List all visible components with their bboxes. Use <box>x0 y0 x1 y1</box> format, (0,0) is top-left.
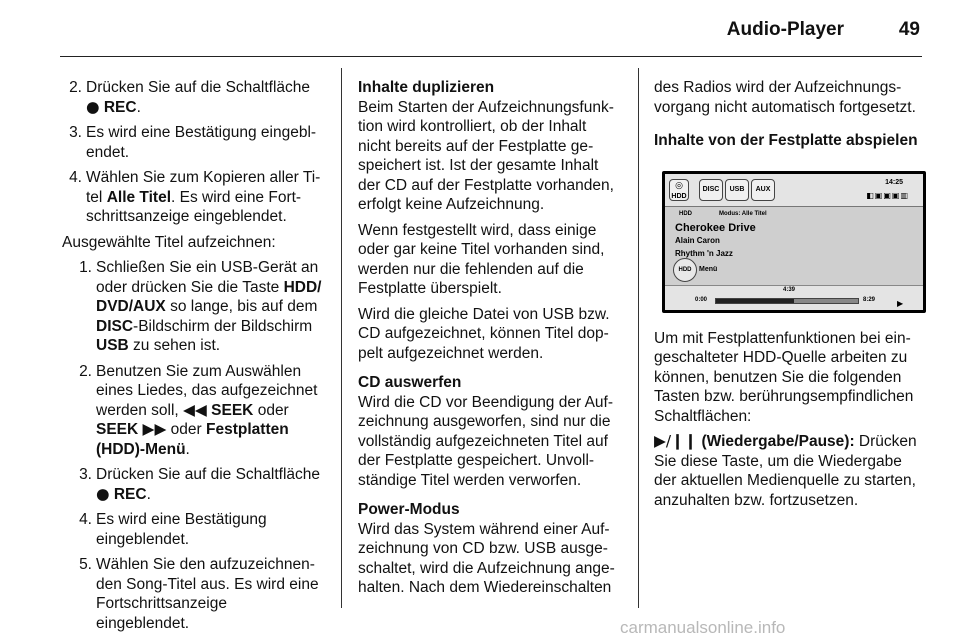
mode-label: Modus: Alle Titel <box>719 210 767 217</box>
section-heading: Inhalte duplizieren <box>358 79 495 96</box>
column-2 <box>358 78 622 604</box>
track-title: Cherokee Drive <box>675 221 756 234</box>
list-item: 3. Es wird eine Bestätigung eingeblendet. <box>69 124 317 161</box>
step-list-a <box>62 78 324 227</box>
usb-source-button[interactable]: USB <box>725 179 749 201</box>
paragraph: Beim Starten der Aufzeichnungsfunktion wird kontrolliert, ob der Inhalt nicht bereits auf der Festplatte gespeichert ist. Ist der gesamte Inhalt der CD auf der Festplatte vorhanden, erfolgt keine Aufzeichnung. <box>358 98 614 213</box>
disc-icon: ◎ <box>675 180 683 191</box>
watermark: carmanualsonline.info <box>620 618 786 637</box>
progress-area <box>665 285 923 310</box>
status-icons: ◧▣▣▣▥ <box>866 190 909 200</box>
seek-forward-icon: ▶▶ <box>142 420 167 438</box>
album-name: Rhythm 'n Jazz <box>675 248 733 258</box>
play-pause-icon: ▶/❙❙ <box>654 432 698 450</box>
paragraph: Um mit Festplattenfunktionen bei eingeschalteter HDD-Quelle arbeiten zu können, benutzen Sie die folgenden Tasten bzw. berührungsempfindlichen Schaltflächen: <box>654 329 914 425</box>
column-3 <box>654 78 922 516</box>
screen-toolbar <box>665 174 923 207</box>
position-marker: 4:39 <box>783 286 796 293</box>
paragraph: Wird die CD vor Beendigung der Aufzeichnung ausgeworfen, sind nur die vollständig aufgezeichneten Titel auf der Festplatte gespeichert. Unvollständige Titel werden verworfen. <box>358 393 614 489</box>
section-heading: Inhalte von der Festplatte abspielen <box>654 132 918 149</box>
aux-source-button[interactable]: AUX <box>751 179 775 201</box>
clock: 14:25 <box>885 178 903 186</box>
column-divider <box>341 68 342 608</box>
section-heading: Power-Modus <box>358 501 460 518</box>
record-icon: ● <box>96 484 110 503</box>
list-item: 4. Wählen Sie zum Kopieren aller Titel Alle Titel. Es wird eine Fortschrittsanzeige eingeblendet. <box>69 169 321 225</box>
page-number: 49 <box>898 19 920 40</box>
paragraph: ▶/❙❙ (Wiedergabe/Pause): Drücken Sie diese Taste, um die Wiedergabe der aktuellen Medienquelle zu starten, anzuhalten bzw. fortzusetzen. <box>654 432 917 509</box>
hdd-player-screen <box>662 171 926 313</box>
disc-source-button[interactable]: DISC <box>699 179 723 201</box>
play-icon[interactable]: ▶ <box>897 298 904 308</box>
progress-fill <box>716 299 794 303</box>
list-item: 5. Wählen Sie den aufzuzeichnenden Song-Titel aus. Es wird eine Fortschrittsanzeige eingeblendet. <box>79 556 319 632</box>
progress-bar[interactable] <box>715 298 859 304</box>
paragraph: Wird die gleiche Datei von USB bzw. CD aufgezeichnet, können Titel doppelt aufgezeichnet werden. <box>358 305 610 362</box>
source-label: HDD <box>679 210 692 217</box>
menu-label: Menü <box>699 265 718 273</box>
list-item: 2. Drücken Sie auf die Schaltfläche ● REC. <box>69 79 311 116</box>
section-heading: CD auswerfen <box>358 374 462 391</box>
list-item: 4. Es wird eine Bestätigung eingeblendet. <box>79 511 267 548</box>
list-item: 2. Benutzen Sie zum Auswählen eines Liedes, das aufgezeichnet werden soll, ◀◀ SEEK oder SEEK ▶▶ oder Festplatten (HDD)-Menü. <box>79 362 318 458</box>
step-list-b <box>62 258 324 633</box>
subheading: Ausgewählte Titel aufzeichnen: <box>62 233 276 251</box>
paragraph: Wird das System während einer Aufzeichnung von CD bzw. USB ausgeschaltet, wird die Aufzeichnung angehalten. Nach dem Wiedereinschalten <box>358 520 615 596</box>
page-header <box>60 0 922 57</box>
elapsed-time: 0:00 <box>695 296 708 303</box>
column-divider <box>638 68 639 608</box>
page-title: Audio-Player <box>726 19 844 40</box>
record-icon: ● <box>86 97 100 116</box>
paragraph: Wenn festgestellt wird, dass einige oder gar keine Titel vorhanden sind, werden nur die fehlenden auf die Festplatte überspielt. <box>358 221 605 297</box>
list-item: 1. Schließen Sie ein USB-Gerät an oder drücken Sie die Taste HDD/ DVD/AUX so lange, bis auf dem DISC-Bildschirm der Bildschirm USB zu sehen ist. <box>79 259 322 354</box>
hdd-menu-button[interactable]: HDD <box>673 258 697 282</box>
seek-back-icon: ◀◀ <box>183 400 207 419</box>
artist-name: Alain Caron <box>675 235 720 245</box>
total-time: 8:29 <box>863 296 876 303</box>
column-1 <box>62 78 324 639</box>
hdd-source-button[interactable]: ◎ HDD <box>669 179 689 201</box>
list-item: 3. Drücken Sie auf die Schaltfläche ● REC. <box>79 466 321 503</box>
paragraph: des Radios wird der Aufzeichnungsvorgang nicht automatisch fortgesetzt. <box>654 79 916 116</box>
